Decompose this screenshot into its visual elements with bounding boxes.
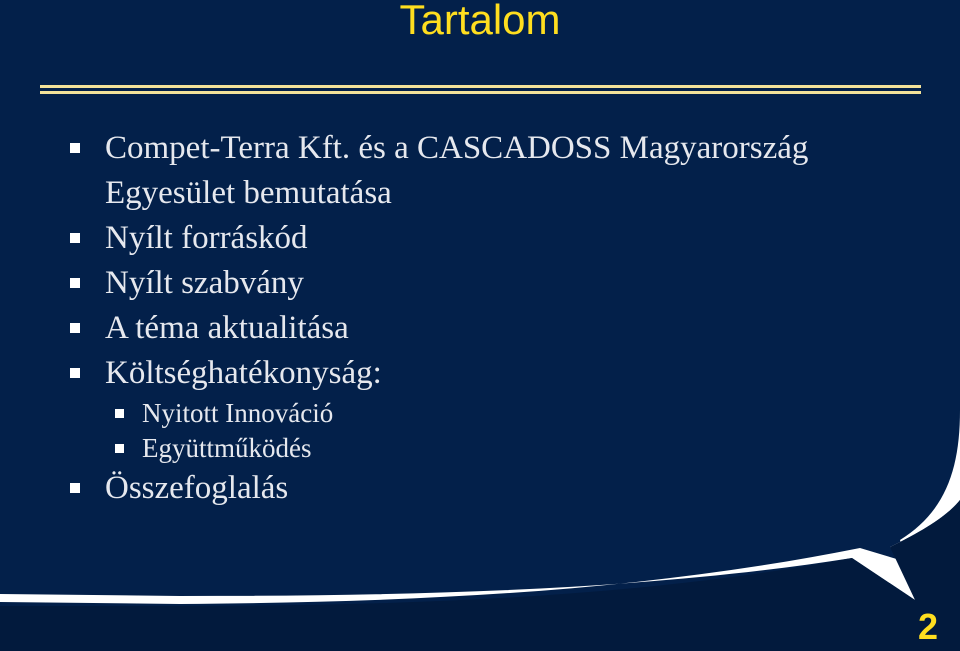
list-item-text: Költséghatékonyság: <box>105 355 382 391</box>
list-item <box>70 306 930 351</box>
square-bullet-icon <box>70 278 80 288</box>
page-number: 2 <box>917 606 938 647</box>
square-bullet-icon <box>70 368 80 378</box>
square-bullet-icon <box>70 233 80 243</box>
title-underline <box>40 85 921 95</box>
list-item-text: Összefoglalás <box>105 470 289 506</box>
list-item <box>70 261 930 306</box>
list-item <box>70 466 930 511</box>
sub-list-item <box>70 431 930 466</box>
list-item <box>70 126 930 216</box>
square-bullet-icon <box>115 409 124 418</box>
square-bullet-icon <box>70 323 80 333</box>
list-item-text: A téma aktualitása <box>105 310 349 346</box>
square-bullet-icon <box>115 444 124 453</box>
square-bullet-icon <box>70 483 80 493</box>
sub-list-item-text: Együttműködés <box>142 433 312 463</box>
list-item-text: Nyílt forráskód <box>105 220 308 256</box>
list-item <box>70 351 930 396</box>
square-bullet-icon <box>70 143 80 153</box>
list-item-text: Nyílt szabvány <box>105 265 304 301</box>
list-item-text: Compet-Terra Kft. és a CASCADOSS Magyarország Egyesület bemutatása <box>105 130 809 211</box>
bullet-list <box>70 126 930 511</box>
list-item <box>70 216 930 261</box>
sub-list-item-text: Nyitott Innováció <box>142 398 334 428</box>
sub-list-item <box>70 396 930 431</box>
slide-title: Tartalom <box>399 0 561 43</box>
